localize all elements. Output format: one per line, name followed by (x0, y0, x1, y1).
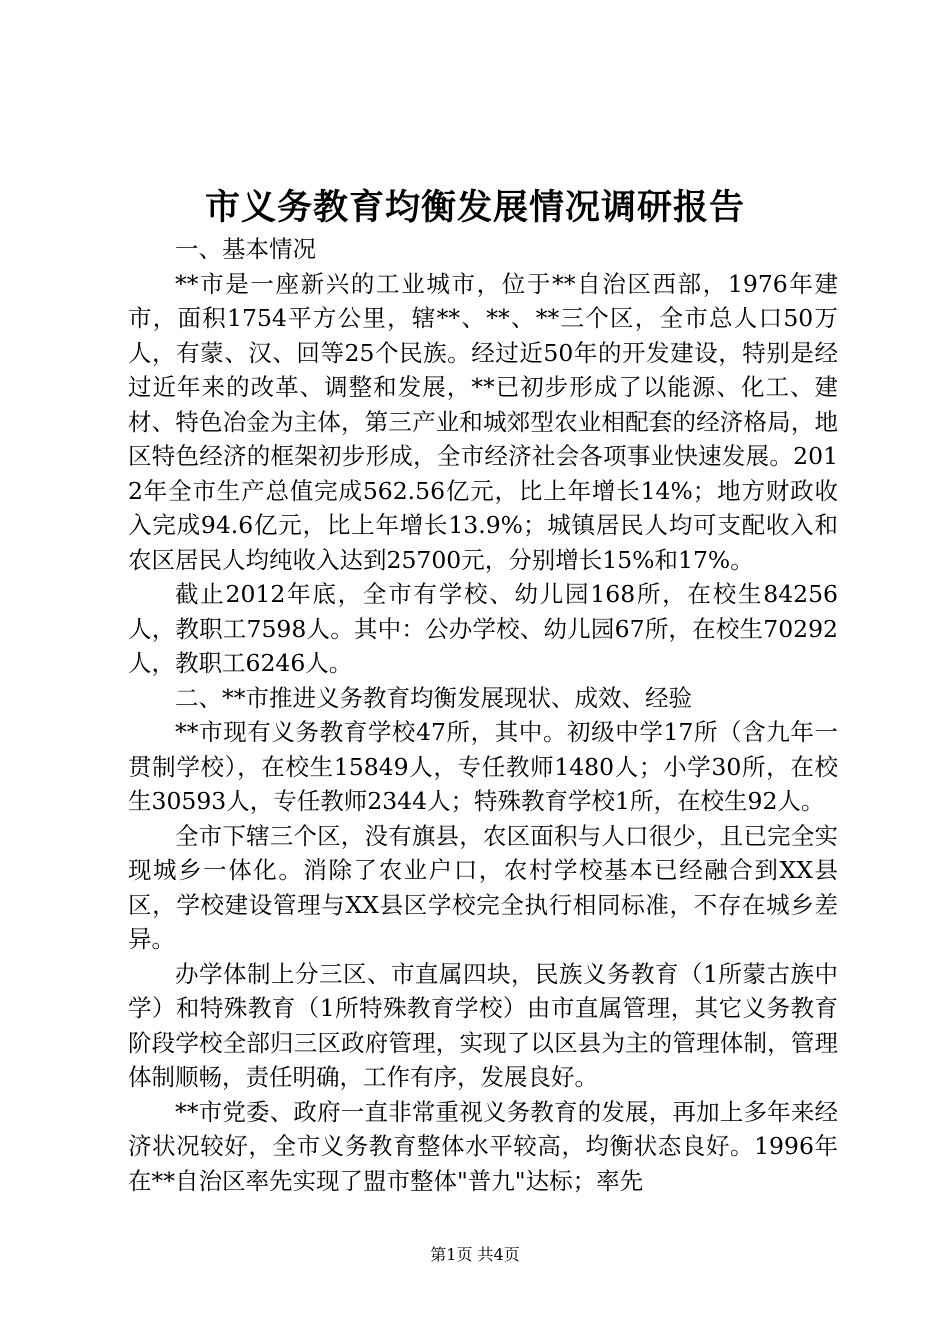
paragraph: **市是一座新兴的工业城市，位于**自治区西部，1976年建市，面积1754平方公里，辖**、**、**三个区，全市总人口50万人，有蒙、汉、回等25个民族。经过近50年的开发建设，特别是经过近年来的改革、调整和发展，**已初步形成了以能源、化工、建材、特色冶金为主体，第三产业和城郊型农业相配套的经济格局，地区特色经济的框架初步形成，全市经济社会各项事业快速发展。2012年全市生产总值完成562.56亿元，比上年增长14%；地方财政收入完成94.6亿元，比上年增长13.9%；城镇居民人均可支配收入和农区居民人均纯收入达到25700元，分别增长15%和17%。 (128, 269, 838, 574)
document-body (128, 232, 838, 1198)
paragraph: **市现有义务教育学校47所，其中。初级中学17所（含九年一贯制学校），在校生15849人，专任教师1480人；小学30所，在校生30593人，专任教师2344人；特殊教育学校1所，在校生92人。 (128, 718, 838, 815)
document-title: 市义务教育均衡发展情况调研报告 (204, 187, 745, 228)
section-heading-basic: 一、基本情况 (175, 235, 316, 263)
section-heading-status: 二、**市推进义务教育均衡发展现状、成效、经验 (175, 683, 692, 712)
paragraph: 全市下辖三个区，没有旗县，农区面积与人口很少，且已完全实现城乡一体化。消除了农业户口，农村学校基本已经融合到XX县区，学校建设管理与XX县区学校完全执行相同标准，不存在城乡差异。 (128, 821, 838, 953)
paragraph: **市党委、政府一直非常重视义务教育的发展，再加上多年来经济状况较好，全市义务教育整体水平较高，均衡状态良好。1996年在**自治区率先实现了盟市整体"普九"达标；率先 (128, 1097, 838, 1195)
page-number-footer: 第1页 共4页 (430, 1245, 520, 1264)
paragraph: 办学体制上分三区、市直属四块，民族义务教育（1所蒙古族中学）和特殊教育（1所特殊教育学校）由市直属管理，其它义务教育阶段学校全部归三区政府管理，实现了以区县为主的管理体制，管理体制顺畅，责任明确，工作有序，发展良好。 (128, 959, 838, 1091)
paragraph: 截止2012年底，全市有学校、幼儿园168所，在校生84256人，教职工7598人。其中：公办学校、幼儿园67所，在校生70292人，教职工6246人。 (128, 580, 838, 677)
